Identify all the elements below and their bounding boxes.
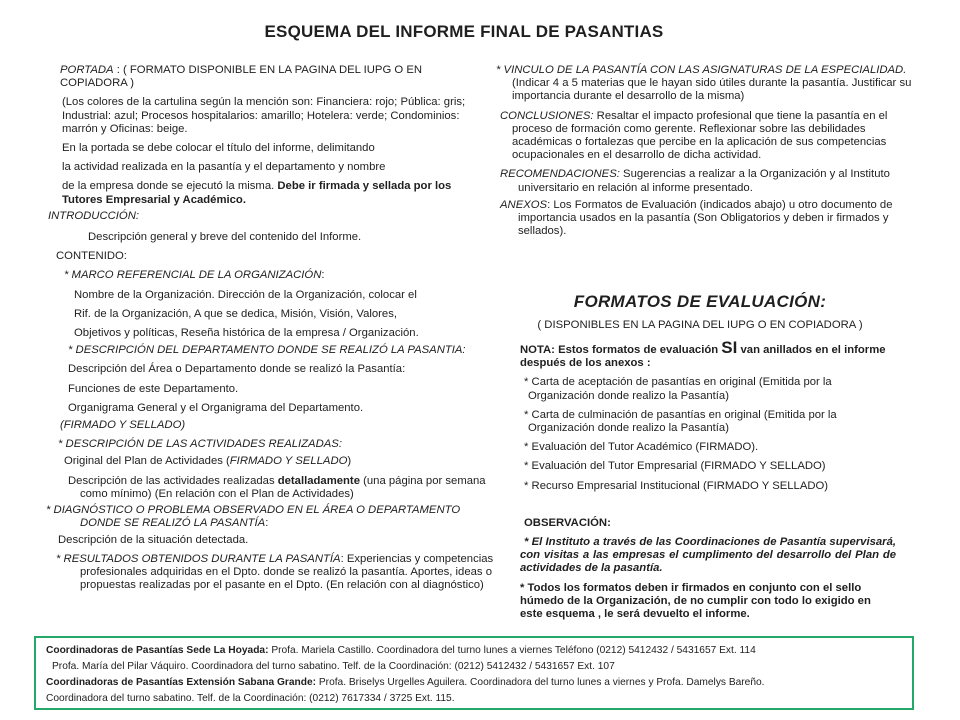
recomendaciones-heading: RECOMENDACIONES: [500, 168, 620, 181]
colores-text: (Los colores de la cartulina según la mención son: Financiera: rojo; Pública: gris; Industrial: azul; Procesos hospitalarios: amarillo; Hotelera: verde; Condominios: marrón y Oficinas: beige. [62, 96, 466, 135]
actividades-desc-a: Descripción de las actividades realizadas [68, 474, 278, 487]
portada-heading [44, 64, 486, 90]
footer-line-1-text: Profa. Mariela Castillo. Coordinadora del turno lunes a viernes Teléfono (0212) 5412432 / 5431657 Ext. 114 [268, 645, 756, 656]
firmado-sellado-note: (FIRMADO Y SELLADO) [60, 419, 186, 432]
vinculo-heading: * VINCULO DE LA PASANTÍA CON LAS ASIGNATURAS DE LA ESPECIALIDAD. [496, 64, 907, 76]
coordination-footer [34, 636, 914, 710]
actividades-line-1 [64, 455, 486, 468]
diagnostico-colon: : [265, 517, 269, 530]
observacion-1: * El Instituto a través de las Coordinaciones de Pasantía supervisará, con visitas a las empresas el cumplimento del desarrollo del Plan de actividades de la pasantía. [520, 536, 896, 575]
page-title: ESQUEMA DEL INFORME FINAL DE PASANTIAS [264, 22, 664, 41]
actividades-line-2 [68, 475, 500, 501]
formatos-title: FORMATOS DE EVALUACIÓN: [573, 292, 827, 311]
right-column-upper [496, 64, 914, 238]
observacion-heading: OBSERVACIÓN: [524, 516, 611, 529]
portada-line-2: la actividad realizada en la pasantía y el departamento y nombre [62, 161, 386, 174]
actividades-heading: * DESCRIPCIÓN DE LAS ACTIVIDADES REALIZADAS: [58, 438, 342, 451]
vinculo-text: (Indicar 4 a 5 materias que le hayan sido útiles durante la pasantía. Justificar su importancia durante el desarrollo de la misma) [512, 77, 912, 103]
marco-line-3: Objetivos y políticas, Reseña histórica de la empresa / Organización. [74, 327, 419, 340]
nota-paragraph [520, 338, 896, 370]
footer-line-1 [46, 643, 902, 659]
diagnostico-desc: Descripción de la situación detectada. [58, 534, 249, 547]
footer-line-4: Coordinadora del turno sabatino. Telf. de la Coordinación: (0212) 7617334 / 3725 Ext. 115. [46, 693, 455, 704]
nota-si: SI [721, 338, 738, 357]
contenido-heading: CONTENIDO: [56, 250, 127, 263]
actividades-detalladamente: detalladamente [277, 474, 360, 487]
nota-text-a: NOTA: Estos formatos de evaluación [520, 344, 722, 356]
conclusiones-paragraph [496, 110, 914, 163]
diagnostico-heading [46, 504, 500, 530]
footer-hoyada-label: Coordinadoras de Pasantías Sede La Hoyada: [46, 645, 269, 656]
resultados-label: * RESULTADOS OBTENIDOS DURANTE LA PASANTÍA [56, 552, 341, 565]
resultados-text: : Experiencias y competencias profesionales adquiridas en el Dpto. donde se realizó la pasantía. Aportes, ideas o propuestas realizadas por el pasante en el Dpto. (En relación con al diagnóstico) [80, 552, 494, 592]
departamento-line-1: Descripción del Área o Departamento donde se realizó la Pasantía: [68, 363, 406, 376]
footer-line-2: Profa. María del Pilar Váquiro. Coordinadora del turno sabatino. Telf. de la Coordinación: (0212) 5412432 / 5431657 Ext. 107 [52, 661, 615, 672]
marco-line-2: Rif. de la Organización, A que se dedica, Misión, Visión, Valores, [74, 307, 397, 320]
resultados-heading [56, 553, 500, 593]
left-column [46, 64, 494, 592]
anexos-heading: ANEXOS [500, 198, 548, 211]
actividades-plan-text: Original del Plan de Actividades ( [64, 455, 230, 468]
vinculo-paragraph [488, 64, 914, 104]
formato-item-5: * Recurso Empresarial Institucional (FIRMADO Y SELLADO) [524, 479, 829, 492]
anexos-text: : Los Formatos de Evaluación (indicados abajo) u otro documento de importancia usados en la pasantía (Son Obligatorios y deben ir firmados y sellados). [518, 198, 893, 238]
introduccion-heading: INTRODUCCIÓN: [48, 209, 139, 222]
departamento-heading: * DESCRIPCIÓN DEL DEPARTAMENTO DONDE SE REALIZÓ LA PASANTIA: [68, 344, 466, 357]
conclusiones-text: Resaltar el impacto profesional que tiene la pasantía en el proceso de formación como gerente. Reflexionar sobre las debilidades académicas o fortalezas que percibe en la aplicación de sus competencias ocupacionales en el desarrollo de dicha actividad. [512, 109, 888, 162]
formato-item-2: * Carta de culminación de pasantías en original (Emitida por la Organización donde realizo la Pasantía) [524, 408, 837, 435]
portada-line-3a: de la empresa donde se ejecutó la misma. [62, 180, 278, 193]
formato-item-3: * Evaluación del Tutor Académico (FIRMADO). [524, 441, 759, 454]
introduccion-desc: Descripción general y breve del contenido del Informe. [88, 231, 362, 244]
actividades-desc-c: (una página por semana como mínimo) (En relación con el Plan de Actividades) [80, 474, 486, 500]
conclusiones-heading: CONCLUSIONES: [500, 109, 594, 122]
formato-item-4: * Evaluación del Tutor Empresarial (FIRMADO Y SELLADO) [524, 460, 826, 473]
footer-line-3-text: Profa. Briselys Urgelles Aguilera. Coordinadora del turno lunes a viernes y Profa. Damelys Bareño. [316, 677, 765, 688]
diagnostico-label: * DIAGNÓSTICO O PROBLEMA OBSERVADO EN EL ÁREA O DEPARTAMENTO DONDE SE REALIZÓ LA PASANTÍA [46, 504, 461, 530]
actividades-plan-close: ) [347, 455, 352, 468]
marco-heading [64, 269, 486, 282]
departamento-line-2: Funciones de este Departamento. [68, 382, 239, 395]
recomendaciones-paragraph [496, 168, 914, 194]
anexos-paragraph [496, 199, 914, 239]
actividades-plan-note: FIRMADO Y SELLADO [229, 455, 348, 468]
portada-format: : ( FORMATO DISPONIBLE EN LA PAGINA DEL IUPG O EN COPIADORA ) [60, 64, 423, 90]
marco-label: * MARCO REFERENCIAL DE LA ORGANIZACIÓN [64, 269, 322, 282]
portada-signature-note: Debe ir firmada y sellada por los Tutores Empresarial y Académico. [62, 180, 452, 206]
portada-label: PORTADA [60, 64, 114, 76]
formatos-subtitle: ( DISPONIBLES EN LA PAGINA DEL IUPG O EN COPIADORA ) [537, 319, 863, 331]
marco-colon: : [321, 269, 325, 282]
formato-item-1: * Carta de aceptación de pasantías en original (Emitida por la Organización donde realizo la Pasantía) [524, 376, 832, 402]
portada-line-1: En la portada se debe colocar el título del informe, delimitando [62, 142, 375, 155]
right-column-lower [520, 338, 896, 621]
nota-text-b: van anillados en el informe después de los anexos : [520, 344, 886, 370]
departamento-line-3: Organigrama General y el Organigrama del Departamento. [68, 401, 364, 414]
recomendaciones-text: Sugerencias a realizar a la Organización y al Instituto universitario en relación al informe presentado. [518, 168, 890, 194]
portada-line-3 [62, 180, 482, 206]
marco-line-1: Nombre de la Organización. Dirección de la Organización, colocar el [74, 288, 417, 301]
footer-line-3 [46, 675, 902, 691]
footer-sabana-label: Coordinadoras de Pasantías Extensión Sabana Grande: [46, 677, 317, 688]
observacion-2: * Todos los formatos deben ir firmados en conjunto con el sello húmedo de la Organización, de no cumplir con todo lo exigido en este esquema , le será devuelto el informe. [520, 581, 871, 621]
